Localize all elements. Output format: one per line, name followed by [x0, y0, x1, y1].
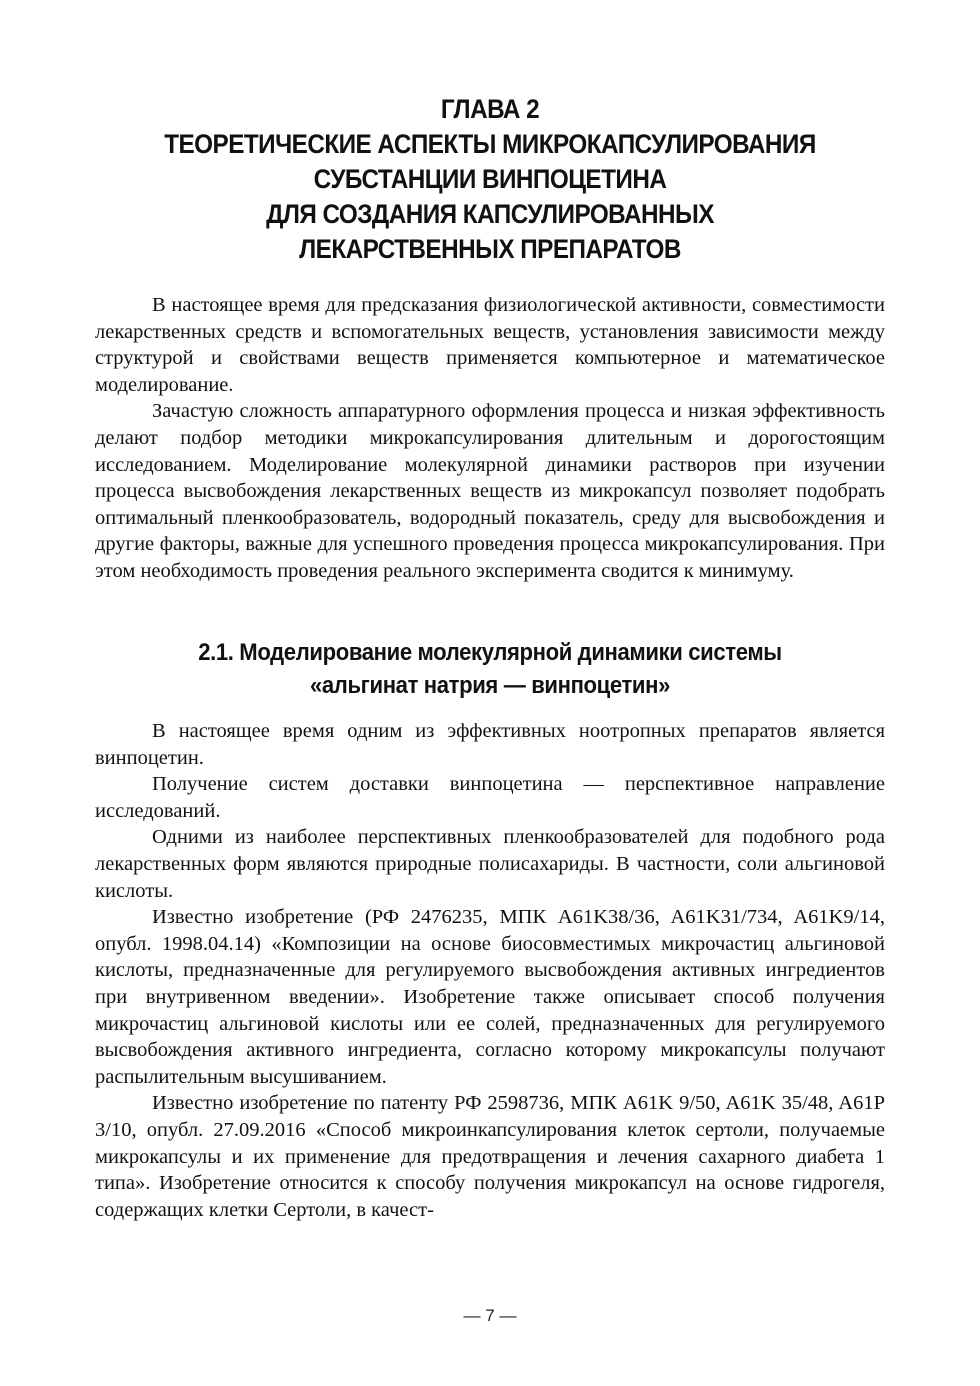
chapter-number: ГЛАВА 2	[440, 94, 540, 124]
section-title-line-1: 2.1. Моделирование молекулярной динамики системы	[198, 639, 782, 666]
section-paragraph-2: Получение систем доставки винпоцетина — перспективное направление исследований.	[95, 773, 885, 822]
intro-paragraph-2: Зачастую сложность аппаратурного оформления процесса и низкая эффективность делают подбор методики микрокапсулирования длительным и дорогостоящим исследованием. Моделирование молекулярной динамики растворов при изучении процесса высвобождения лекарственных веществ из микрокапсул позволяет подобрать оптимальный пленкообразователь, водородный показатель, среду для высвобождения и другие факторы, важные для успешного проведения процесса микрокапсулирования. При этом необходимость проведения реального эксперимента сводится к минимуму.	[95, 400, 885, 582]
chapter-title-line-1: ТЕОРЕТИЧЕСКИЕ АСПЕКТЫ МИКРОКАПСУЛИРОВАНИЯ	[164, 129, 816, 159]
chapter-title-line-3: ДЛЯ СОЗДАНИЯ КАПСУЛИРОВАННЫХ	[266, 199, 714, 229]
section-paragraph-1: В настоящее время одним из эффективных ноотропных препаратов является винпоцетин.	[95, 720, 885, 769]
section-heading	[127, 636, 854, 702]
intro-paragraph-1: В настоящее время для предсказания физиологической активности, совместимости лекарственных средств и вспомогательных веществ, установления зависимости между структурой и свойствами веществ применяется компьютерное и математическое моделирование.	[95, 294, 885, 396]
chapter-title-line-2: СУБСТАНЦИИ ВИНПОЦЕТИНА	[313, 164, 667, 194]
section-paragraph-5: Известно изобретение по патенту РФ 2598736, МПК A61K 9/50, A61K 35/48, A61P 3/10, опубл. 27.09.2016 «Способ микроинкапсулирования клеток сертоли, получаемые микрокапсулы и их применение для предотвращения и лечения сахарного диабета 1 типа». Изобретение относится к способу получения микрокапсул на основе гидрогеля, содержащих клетки Сертоли, в качест-	[95, 1092, 885, 1221]
chapter-heading	[135, 92, 846, 267]
section-paragraph-4: Известно изобретение (РФ 2476235, МПК A61K38/36, A61K31/734, A61K9/14, опубл. 1998.04.14) «Композиции на основе биосовместимых микрочастиц альгиновой кислоты, предназначенные для регулируемого высвобождения активных ингредиентов при внутривенном введении». Изобретение также описывает способ получения микрочастиц альгиновой кислоты или ее солей, предназначенных для регулируемого высвобождения активного ингредиента, согласно которому микрокапсулы получают распылительным высушиванием.	[95, 906, 885, 1088]
section-paragraph-3: Одними из наиболее перспективных пленкообразователей для подобного рода лекарственных форм являются природные полисахариды. В частности, соли альгиновой кислоты.	[95, 826, 885, 902]
intro-text	[95, 292, 885, 585]
section-text	[95, 718, 885, 1223]
section-title-line-2: «альгинат натрия — винпоцетин»	[309, 672, 671, 699]
chapter-title-line-4: ЛЕКАРСТВЕННЫХ ПРЕПАРАТОВ	[299, 234, 681, 264]
page-number: — 7 —	[463, 1306, 517, 1325]
